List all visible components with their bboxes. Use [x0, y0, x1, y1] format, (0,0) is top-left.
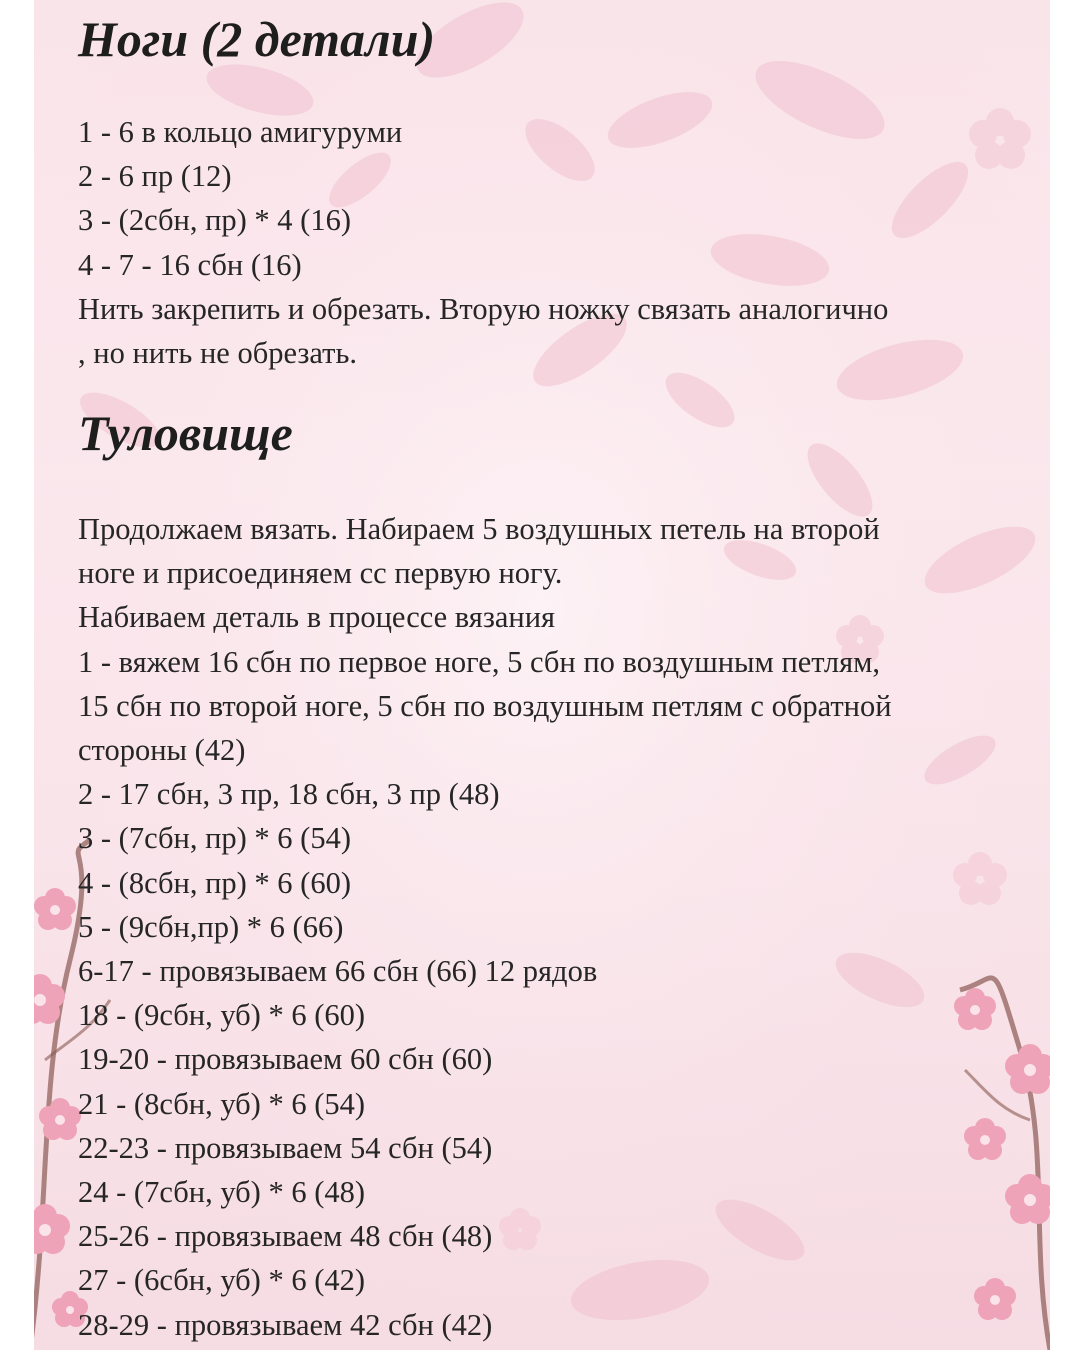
- pattern-line: 4 - (8сбн, пр) * 6 (60): [78, 865, 351, 900]
- pattern-line: 25-26 - провязываем 48 сбн (48): [78, 1219, 493, 1254]
- pattern-line: 24 - (7сбн, уб) * 6 (48): [78, 1175, 366, 1210]
- pattern-line: 2 - 17 сбн, 3 пр, 18 сбн, 3 пр (48): [78, 777, 500, 812]
- pattern-line: 18 - (9сбн, уб) * 6 (60): [78, 998, 366, 1033]
- pattern-line: Продолжаем вязать. Набираем 5 воздушных петель на второй: [78, 512, 880, 546]
- section-body-legs: [78, 110, 888, 375]
- pattern-line: 1 - 6 в кольцо амигуруми: [78, 115, 403, 149]
- section-title-legs: Ноги (2 детали): [78, 11, 436, 67]
- pattern-line: 5 - (9сбн,пр) * 6 (66): [78, 909, 344, 944]
- pattern-line: 15 сбн по второй ноге, 5 сбн по воздушным петлям с обратной: [78, 688, 892, 723]
- pattern-line: 6-17 - провязываем 66 сбн (66) 12 рядов: [78, 954, 598, 989]
- pattern-line: 3 - (7сбн, пр) * 6 (54): [78, 821, 351, 856]
- section-title-body: Туловище: [78, 405, 293, 461]
- left-border: [0, 0, 34, 1350]
- pattern-line: 19-20 - провязываем 60 сбн (60): [78, 1042, 493, 1077]
- pattern-line: 21 - (8сбн, уб) * 6 (54): [78, 1086, 366, 1121]
- pattern-line: 27 - (6сбн, уб) * 6 (42): [78, 1263, 366, 1298]
- pattern-line: 28-29 - провязываем 42 сбн (42): [78, 1307, 493, 1342]
- pattern-line: Нить закрепить и обрезать. Вторую ножку связать аналогично: [78, 291, 889, 326]
- pattern-line: Набиваем деталь в процессе вязания: [78, 600, 556, 635]
- pattern-line: , но нить не обрезать.: [78, 336, 358, 371]
- pattern-line: стороны (42): [78, 733, 246, 768]
- pattern-line: 22-23 - провязываем 54 сбн (54): [78, 1130, 493, 1165]
- pattern-line: ноге и присоединяем сс первую ногу.: [78, 556, 563, 591]
- pattern-line: 2 - 6 пр (12): [78, 159, 232, 194]
- section-body-torso: [78, 507, 892, 1347]
- right-border: [1050, 0, 1080, 1350]
- pattern-line: 1 - вяжем 16 сбн по первое ноге, 5 сбн по воздушным петлям,: [78, 644, 881, 679]
- pattern-line: 4 - 7 - 16 сбн (16): [78, 247, 302, 282]
- pattern-line: 3 - (2сбн, пр) * 4 (16): [78, 203, 351, 238]
